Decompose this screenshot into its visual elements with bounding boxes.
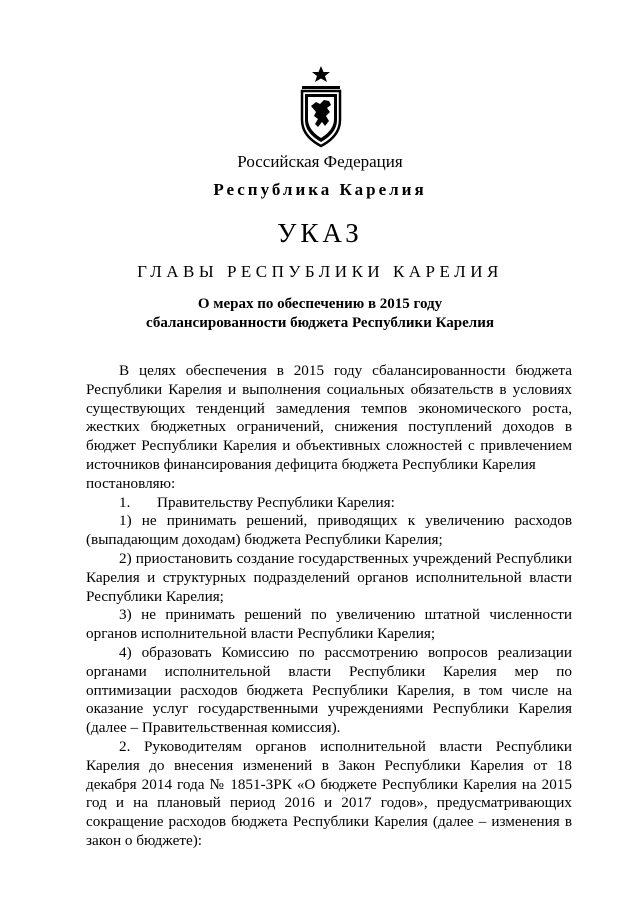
document-title-line1: О мерах по обеспечению в 2015 году [197, 296, 443, 312]
item-1-2: 2) приостановить создание государственных учреждений Республики Карелия и структурных подразделений органов исполнительной власти Республики Карелия; [86, 549, 572, 605]
item-1-text: Правительству Республики Карелия: [157, 493, 395, 511]
document-title-line2: сбалансированности бюджета Республики Карелия [146, 315, 494, 331]
decree-word: постановляю: [86, 474, 176, 492]
intro-paragraph: В целях обеспечения в 2015 году сбалансированности бюджета Республики Карелия и выполнения социальных обязательств в условиях существующих тенденций замедления темпов экономического роста, жестких бюджетных ограничений, снижения поступлений доходов в бюджет Республики Карелия и объективных сложностей с привлечением источников финансирования дефицита бюджета Республики Карелия [86, 362, 572, 473]
document-body [86, 362, 572, 851]
document-issuer: ГЛАВЫ РЕСПУБЛИКИ КАРЕЛИЯ [137, 262, 503, 281]
item-1 [86, 494, 572, 513]
document-type: УКАЗ [277, 218, 363, 248]
item-1-3: 3) не принимать решений по увеличению штатной численности органов исполнительной власти Республики Карелия; [86, 606, 572, 643]
item-2: 2. Руководителям органов исполнительной власти Республики Карелия до внесения изменений в Закон Республики Карелия от 18 декабря 2014 года № 1851-ЗРК «О бюджете Республики Карелия на 2015 год и на плановый период 2016 и 2017 годов», предусматривающих сокращение расходов бюджета Республики Карелия (далее – изменения в закон о бюджете): [86, 737, 572, 849]
item-1-1: 1) не принимать решений, приводящих к увеличению расходов (выпадающим доходам) бюджета Республики Карелия; [86, 512, 572, 549]
republic-name: Республика Карелия [213, 180, 427, 199]
item-1-number: 1. [119, 493, 131, 511]
karelia-coat-of-arms-icon [296, 64, 346, 148]
item-1-4: 4) образовать Комиссию по рассмотрению вопросов реализации органами исполнительной власти Республики Карелия мер по оптимизации расходов бюджета Республики Карелия, в том числе на оказание услуг государственными учреждениями Республики Карелия (далее – Правительственная комиссия). [86, 643, 572, 737]
country-name: Российская Федерация [237, 152, 403, 171]
